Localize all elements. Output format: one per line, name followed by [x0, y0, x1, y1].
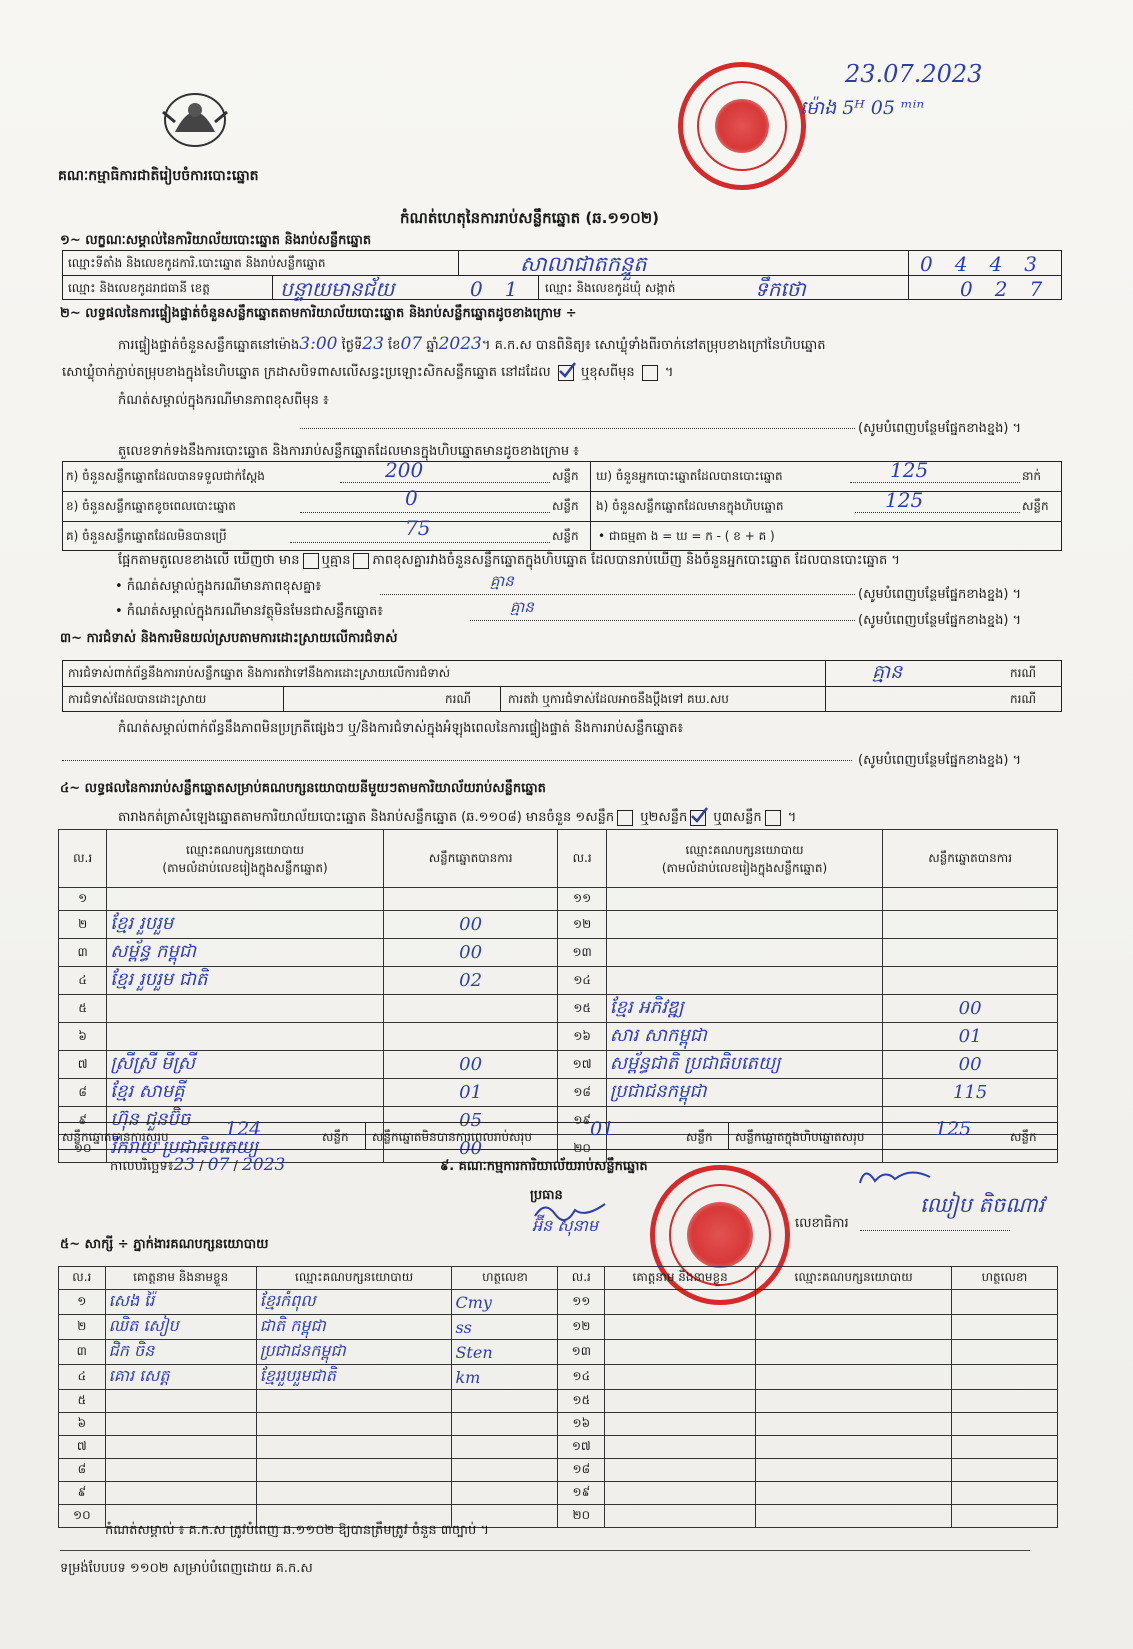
nec-emblem-icon: [155, 82, 235, 154]
table-row: [59, 1290, 1058, 1315]
row-no: ១១: [558, 1290, 605, 1315]
row-no: ៤: [59, 1365, 106, 1390]
row-no: ១៥: [558, 995, 606, 1023]
witness-party: [256, 1459, 452, 1482]
witness-party: [256, 1482, 452, 1505]
row-no: ៤: [59, 967, 107, 995]
table-row: [59, 1482, 1058, 1505]
witness-signature: km: [452, 1365, 558, 1390]
witness-signature: Sten: [452, 1340, 558, 1365]
row-no: ៩: [59, 1107, 107, 1135]
row-no: ៨: [59, 1459, 106, 1482]
form-id: ទម្រង់បែបបទ ១១០២ សម្រាប់បំពេញដោយ គ.ក.ស: [60, 1561, 313, 1576]
row-no: ១៤: [558, 967, 606, 995]
empty-cell: [756, 1365, 952, 1390]
empty-cell: [756, 1436, 952, 1459]
commune-value: ទឹកថោ: [755, 277, 806, 301]
vote-count: [883, 911, 1058, 939]
verification-line2: សោឃ្លុំចាក់ភ្ជាប់តម្រុបខាងក្នុងនៃហិបឆ្នោត ក្រដាសបិទពាសលើសន្ធះប្រឡោះសិកសន្លឹកឆ្នោត នៅដដែល ឬខុសពីមុន ។: [62, 364, 673, 381]
col-no: ល.រ: [59, 1267, 106, 1290]
difference-note-label: កំណត់សម្គាល់ក្នុងករណីមានភាពខុសពីមុន ៖: [118, 393, 329, 408]
vote-count: 02: [383, 967, 558, 995]
party-name: ខ្មែរ សាមគ្គី: [107, 1079, 383, 1107]
witness-name: [105, 1390, 256, 1413]
ballots-in-box-label: ង) ចំនួនសន្លឹកឆ្នោតដែលមានក្នុងហិបឆ្នោត: [596, 499, 784, 513]
total-valid-label: សន្លឹកឆ្នោតបានការសរុប: [62, 1130, 169, 1144]
row-no: ១២: [558, 911, 606, 939]
row-no: ៣: [59, 939, 107, 967]
totals-box: [58, 1122, 1058, 1150]
vote-count: 00: [383, 1051, 558, 1079]
row-no: ៧: [59, 1051, 107, 1079]
col-no: ល.រ: [59, 830, 107, 888]
empty-cell: [951, 1482, 1057, 1505]
empty-cell: [605, 1315, 756, 1340]
chair-label: ប្រធាន: [530, 1188, 563, 1203]
table-row: [59, 1413, 1058, 1436]
vote-count: [883, 939, 1058, 967]
case-label: ករណី: [1010, 692, 1037, 706]
row-no: ១៩: [558, 1107, 606, 1135]
foreign-object-note-value: គ្មាន: [510, 598, 534, 616]
empty-cell: [756, 1315, 952, 1340]
vote-count: [383, 1023, 558, 1051]
total-valid-value: 124: [225, 1118, 262, 1140]
fill-hint-3: (សូមបំពេញបន្ថែមផ្នែកខាងខ្នង) ។: [858, 613, 1022, 628]
empty-cell: [951, 1505, 1057, 1528]
figures-intro: តួលេខទាក់ទងនឹងការបោះឆ្នោត និងការរាប់សន្លឹកឆ្នោតដែលមានក្នុងហិបឆ្នោតមានដូចខាងក្រោម ៖: [118, 444, 579, 459]
org-name: គណៈកម្មាធិការជាតិរៀបចំការបោះឆ្នោត: [58, 168, 259, 184]
province-value: បន្ទាយមានជ័យ: [280, 277, 395, 301]
difference-note: • កំណត់សម្គាល់ក្នុងករណីមានភាពខុសគ្នា៖: [115, 579, 322, 594]
section2-title: ២~ លទ្ធផលនៃការផ្ទៀងផ្ទាត់ចំនួនសន្លឹកឆ្នោតតាមការិយាល័យបោះឆ្នោត និងរាប់សន្លឹកឆ្នោតដូចខាងក្រោម ÷: [60, 306, 577, 321]
row-no: ១២: [558, 1315, 605, 1340]
committee-label: ៩. គណៈកម្មការការិយាល័យរាប់សន្លឹកឆ្នោត: [440, 1159, 648, 1174]
row-no: ២០: [558, 1135, 606, 1163]
one-sheet-checkbox[interactable]: [617, 810, 633, 826]
received-ballots-label: ក) ចំនួនសន្លឹកឆ្នោតដែលបានទទួលជាក់ស្តែង: [66, 469, 265, 483]
row-no: ៩: [59, 1482, 106, 1505]
empty-cell: [951, 1315, 1057, 1340]
witness-signature: Cmy: [452, 1290, 558, 1315]
signing-date: កាលបរិច្ឆេទ៖23 / 07 / 2023: [110, 1155, 286, 1175]
difference-note-value: គ្មាន: [490, 572, 514, 590]
row-no: ២: [59, 911, 107, 939]
col-votes: សន្លឹកឆ្នោតបានការ: [883, 830, 1058, 888]
official-seal-top: [678, 62, 806, 190]
three-sheet-checkbox[interactable]: [765, 810, 781, 826]
empty-cell: [951, 1290, 1057, 1315]
witness-party: ខ្មែររួបរួមជាតិ: [256, 1365, 452, 1390]
witness-signature: ss: [452, 1315, 558, 1340]
case-label: ករណី: [445, 692, 472, 706]
ballots-in-box-value: 125: [885, 488, 924, 512]
empty-cell: [951, 1413, 1057, 1436]
unit-sheet: សន្លឹក: [322, 1130, 349, 1144]
empty-cell: [756, 1413, 952, 1436]
unit-person: នាក់: [1022, 469, 1042, 483]
row-no: ១៨: [558, 1459, 605, 1482]
party-name: [107, 1023, 383, 1051]
witness-name: សេង រ៉ៃ: [105, 1290, 256, 1315]
witness-name: [105, 1413, 256, 1436]
tally-sheet-line: តារាងកត់ត្រាសំឡេងឆ្នោតតាមការិយាល័យបោះឆ្នោត និងរាប់សន្លឹកឆ្នោត (ឆ.១១០៨) មានចំនួន ១សន្លឹក ឬ២សន្លឹក ឬ៣សន្លឹក ។: [118, 809, 796, 826]
table-row: [59, 1079, 1058, 1107]
table-row: [59, 1340, 1058, 1365]
empty-cell: [605, 1436, 756, 1459]
table-row: [59, 995, 1058, 1023]
witness-name: គោរ សេត្ត: [105, 1365, 256, 1390]
case-label: ករណី: [1010, 666, 1037, 680]
row-no: ៧: [59, 1436, 106, 1459]
row-no: ១៦: [558, 1023, 606, 1051]
row-no: ៥: [59, 1390, 106, 1413]
witness-name: [105, 1482, 256, 1505]
commune-code: 027: [960, 277, 1065, 301]
row-no: ១៦: [558, 1413, 605, 1436]
col-party: ឈ្មោះគណបក្សនយោបាយ (តាមលំដាប់លេខរៀងក្នុងសន្លឹកឆ្នោត): [606, 830, 882, 888]
witness-party: [256, 1413, 452, 1436]
objection-label: ការជំទាស់ពាក់ព័ន្ធនឹងការរាប់សន្លឹកឆ្នោត និងការតវ៉ាទៅនឹងការដោះស្រាយលើការជំទាស់: [68, 666, 451, 680]
col-party: ឈ្មោះគណបក្សនយោបាយ: [256, 1267, 452, 1290]
empty-cell: [951, 1436, 1057, 1459]
row-no: ១៣: [558, 939, 606, 967]
row-no: ១០: [59, 1135, 107, 1163]
empty-cell: [756, 1505, 952, 1528]
witness-name: [105, 1459, 256, 1482]
row-no: ១៥: [558, 1390, 605, 1413]
irregularity-note: កំណត់សម្គាល់ពាក់ព័ន្ធនឹងភាពមិនប្រក្រតីផ្សេងៗ ឬ/និងការជំទាស់ក្នុងអំឡុងពេលនៃការផ្ទៀងផ្ទាត់ និងការរាប់សន្លឹកឆ្នោត៖: [118, 721, 684, 736]
row-no: ១: [59, 888, 107, 911]
vote-count: [383, 888, 558, 911]
row-no: ១០: [59, 1505, 106, 1528]
vote-count: 01: [883, 1023, 1058, 1051]
col-party: ឈ្មោះគណបក្សនយោបាយ: [756, 1267, 952, 1290]
party-name: ខ្មែរ អភិវឌ្ឍ: [606, 995, 882, 1023]
witness-party: [256, 1390, 452, 1413]
vote-count: 115: [883, 1079, 1058, 1107]
location-label: ឈ្មោះទីតាំង និងលេខកូដការិ.បោះឆ្នោត និងរាប់សន្លឹកឆ្នោត: [68, 256, 326, 270]
witness-party: ខ្មែរកំពុល: [256, 1290, 452, 1315]
compare-line: ផ្អែកតាមតួលេខខាងលើ ឃើញថា មាន ឬគ្មាន ភាពខុសគ្នារវាងចំនួនសន្លឹកឆ្នោតក្នុងហិបឆ្នោត ដែលបានរាប់ឃើញ និងចំនួនអ្នកបោះឆ្នោត ដែលបានបោះឆ្នោត ។: [118, 553, 900, 568]
chair-name: អ៊ីន សុនាម: [532, 1216, 599, 1235]
party-name: [606, 911, 882, 939]
witness-table: [58, 1266, 1058, 1528]
empty-cell: [605, 1340, 756, 1365]
col-name: គោត្តនាម និងនាមខ្លួន: [605, 1267, 756, 1290]
table-row: [59, 1023, 1058, 1051]
witness-signature: [452, 1482, 558, 1505]
col-no: ល.រ: [558, 1267, 605, 1290]
unused-ballots-value: 75: [405, 516, 431, 540]
verification-time: 3:00: [299, 334, 338, 354]
witness-name: ឈិត សៀប: [105, 1315, 256, 1340]
party-name: ខ្មែរ រួបរួម ជាតិ: [107, 967, 383, 995]
row-no: ៦: [59, 1023, 107, 1051]
section3-title: ៣~ ការជំទាស់ និងការមិនយល់ស្របតាមការដោះស្រាយលើការជំទាស់: [60, 631, 398, 646]
table-row: [59, 1365, 1058, 1390]
fill-hint-4: (សូមបំពេញបន្ថែមផ្នែកខាងខ្នង) ។: [858, 753, 1022, 768]
unused-ballots-label: គ) ចំនួនសន្លឹកឆ្នោតដែលមិនបានប្រើ: [66, 529, 227, 543]
empty-cell: [951, 1340, 1057, 1365]
table-row: [59, 939, 1058, 967]
document-title: កំណត់ហេតុនៃការរាប់សន្លឹកឆ្នោត (ឆ.១១០២): [400, 209, 660, 227]
secretary-signature-icon: [855, 1163, 935, 1193]
witness-name: [105, 1436, 256, 1459]
total-box-label: សន្លឹកឆ្នោតក្នុងហិបឆ្នោតសរុប: [735, 1130, 865, 1144]
empty-cell: [951, 1365, 1057, 1390]
voters-label: ឃ) ចំនួនអ្នកបោះឆ្នោតដែលបានបោះឆ្នោត: [596, 469, 783, 483]
empty-cell: [756, 1340, 952, 1365]
row-no: ៦: [59, 1413, 106, 1436]
witness-party: ជាតិ កម្ពុជា: [256, 1315, 452, 1340]
province-label: ឈ្មោះ និងលេខកូដរាជធានី ខេត្ត: [68, 281, 210, 295]
party-name: សម្ព័ន្ធជាតិ ប្រជាធិបតេយ្យ: [606, 1051, 882, 1079]
witness-signature: [452, 1459, 558, 1482]
chair-signature-icon: [530, 1198, 610, 1224]
empty-cell: [951, 1390, 1057, 1413]
empty-cell: [605, 1413, 756, 1436]
empty-cell: [605, 1505, 756, 1528]
secretary-label: លេខាធិការ: [795, 1216, 849, 1231]
row-no: ១៤: [558, 1365, 605, 1390]
row-no: ១៧: [558, 1436, 605, 1459]
section4-title: ៤~ លទ្ធផលនៃការរាប់សន្លឹកឆ្នោតសម្រាប់គណបក្សនយោបាយនីមួយៗតាមការិយាល័យរាប់សន្លឹកឆ្នោត: [60, 781, 546, 796]
vote-count: 00: [883, 995, 1058, 1023]
unit-sheet: សន្លឹក: [552, 499, 579, 513]
col-no: ល.រ: [558, 830, 606, 888]
row-no: ១៨: [558, 1079, 606, 1107]
table-row: [59, 911, 1058, 939]
empty-cell: [756, 1482, 952, 1505]
empty-cell: [605, 1290, 756, 1315]
vote-count: [883, 888, 1058, 911]
witness-name: ជិក ចិន: [105, 1340, 256, 1365]
commune-label: ឈ្មោះ និងលេខកូដឃុំ សង្កាត់: [545, 281, 676, 295]
vote-count: 00: [383, 939, 558, 967]
party-name: សម្ព័ន្ធ កម្ពុជា: [107, 939, 383, 967]
vote-count: 00: [383, 911, 558, 939]
resolved-objection-label: ការជំទាស់ដែលបានដោះស្រាយ: [68, 692, 207, 706]
party-name: ស្រីស្រី មីស្រី: [107, 1051, 383, 1079]
two-sheet-checkbox[interactable]: [690, 810, 706, 826]
party-name: ប្រជាជនកម្ពុជា: [606, 1079, 882, 1107]
section1-title: ១~ លក្ខណៈសម្គាល់នៃការិយាល័យបោះឆ្នោត និងរាប់សន្លឹកឆ្នោត: [60, 233, 372, 248]
spoiled-ballots-label: ខ) ចំនួនសន្លឹកឆ្នោតខូចពេលបោះឆ្នោត: [66, 499, 236, 513]
vote-count: 01: [383, 1079, 558, 1107]
verification-line1: ការផ្ទៀងផ្ទាត់ចំនួនសន្លឹកឆ្នោតនៅម៉ោង3:00 ថ្ងៃទី23 ខែ07 ឆ្នាំ2023។ គ.ក.ស បានពិនិត្យ៖ សោឃ្លុំទាំងពីរចាក់នៅតម្រុបខាងក្រៅនៃហិបឆ្នោត: [118, 334, 826, 354]
col-name: គោត្តនាម និងនាមខ្លួន: [105, 1267, 256, 1290]
location-code: 0443: [920, 252, 1059, 276]
party-name: រីករាយ ប្រជាធិបតេយ្យ: [107, 1135, 383, 1163]
empty-cell: [756, 1459, 952, 1482]
row-no: ២: [59, 1315, 106, 1340]
fill-hint-1: (សូមបំពេញបន្ថែមផ្នែកខាងខ្នង) ។: [858, 421, 1022, 436]
total-invalid-label: សន្លឹកឆ្នោតមិនបានការពេលរាប់សរុប: [372, 1130, 532, 1144]
row-no: ១៧: [558, 1051, 606, 1079]
table-row: [59, 1459, 1058, 1482]
party-name: [107, 995, 383, 1023]
empty-cell: [605, 1482, 756, 1505]
secretary-name: ឈៀប តិចណាវ: [920, 1193, 1045, 1217]
row-no: ៨: [59, 1079, 107, 1107]
witness-signature: [452, 1413, 558, 1436]
table-row: [59, 967, 1058, 995]
row-no: ១៩: [558, 1482, 605, 1505]
empty-cell: [951, 1459, 1057, 1482]
witness-signature: [452, 1436, 558, 1459]
vote-count: [383, 995, 558, 1023]
appeal-label: ការតវ៉ា ឬការជំទាស់ដែលអាចនឹងប្តឹងទៅ គឃ.សប: [508, 692, 729, 706]
no-difference-checkbox[interactable]: [353, 553, 369, 569]
location-value: សាលាជាតកន្ទួត: [520, 252, 647, 276]
same-as-before-checkbox[interactable]: [558, 365, 574, 381]
vote-count: 05: [383, 1107, 558, 1135]
table-row: [59, 1051, 1058, 1079]
vote-count: 00: [883, 1051, 1058, 1079]
table-row: [59, 1390, 1058, 1413]
total-box-value: 125: [935, 1118, 972, 1140]
total-invalid-value: 01: [590, 1118, 615, 1140]
unit-sheet: សន្លឹក: [686, 1130, 713, 1144]
received-ballots-value: 200: [385, 458, 424, 482]
different-checkbox[interactable]: [642, 365, 658, 381]
party-name: ហ៊ុន ជួនប៊ិច: [107, 1107, 383, 1135]
unit-sheet: សន្លឹក: [552, 469, 579, 483]
fill-hint-2: (សូមបំពេញបន្ថែមផ្នែកខាងខ្នង) ។: [858, 587, 1022, 602]
unit-sheet: សន្លឹក: [1010, 1130, 1037, 1144]
formula: • ជាធម្មតា ង = ឃ = ក - ( ខ + គ ): [598, 529, 775, 543]
table-row: [59, 1315, 1058, 1340]
row-no: ៣: [59, 1340, 106, 1365]
spoiled-ballots-value: 0: [405, 486, 418, 510]
witness-party: ប្រជាជនកម្ពុជា: [256, 1340, 452, 1365]
empty-cell: [605, 1390, 756, 1413]
footer-note: កំណត់សម្គាល់ ៖ គ.ក.ស ត្រូវបំពេញ ឆ.១១០២ ឱ្យបានត្រឹមត្រូវ ចំនួន ៣ច្បាប់ ។: [105, 1523, 489, 1538]
table-row: [59, 888, 1058, 911]
party-name: សារ សាកម្ពុជា: [606, 1023, 882, 1051]
results-table: [58, 829, 1058, 1163]
party-name: [606, 939, 882, 967]
unit-sheet: សន្លឹក: [1022, 499, 1049, 513]
section5-title: ៥~ សាក្សី ÷ ភ្នាក់ងារគណបក្សនយោបាយ: [60, 1237, 269, 1252]
vote-count: [883, 967, 1058, 995]
vote-count: 00: [383, 1135, 558, 1163]
province-code: 01: [470, 277, 540, 301]
col-sign: ហត្ថលេខា: [951, 1267, 1057, 1290]
row-no: ១: [59, 1290, 106, 1315]
row-no: ២០: [558, 1505, 605, 1528]
col-votes: សន្លឹកឆ្នោតបានការ: [383, 830, 558, 888]
received-time: ម៉ោង 5ᴴ 05 ᵐⁱⁿ: [800, 97, 925, 119]
col-sign: ហត្ថលេខា: [452, 1267, 558, 1290]
empty-cell: [605, 1365, 756, 1390]
party-name: [606, 967, 882, 995]
row-no: ៥: [59, 995, 107, 1023]
party-name: [107, 888, 383, 911]
col-party: ឈ្មោះគណបក្សនយោបាយ (តាមលំដាប់លេខរៀងក្នុងសន្លឹកឆ្នោត): [107, 830, 383, 888]
unit-sheet: សន្លឹក: [552, 529, 579, 543]
witness-signature: [452, 1390, 558, 1413]
received-date: 23.07.2023: [845, 60, 983, 88]
objection-value: គ្មាន: [872, 661, 903, 683]
empty-cell: [756, 1390, 952, 1413]
row-no: ១៣: [558, 1340, 605, 1365]
foreign-object-note: • កំណត់សម្គាល់ក្នុងករណីមានវត្ថុមិនមែនជាសន្លឹកឆ្នោត៖: [115, 604, 383, 619]
empty-cell: [756, 1290, 952, 1315]
row-no: ១១: [558, 888, 606, 911]
voters-value: 125: [890, 458, 929, 482]
table-row: [59, 1436, 1058, 1459]
party-name: [606, 888, 882, 911]
party-name: ខ្មែរ រួបរួម: [107, 911, 383, 939]
empty-cell: [605, 1459, 756, 1482]
has-difference-checkbox[interactable]: [303, 553, 319, 569]
witness-party: [256, 1436, 452, 1459]
